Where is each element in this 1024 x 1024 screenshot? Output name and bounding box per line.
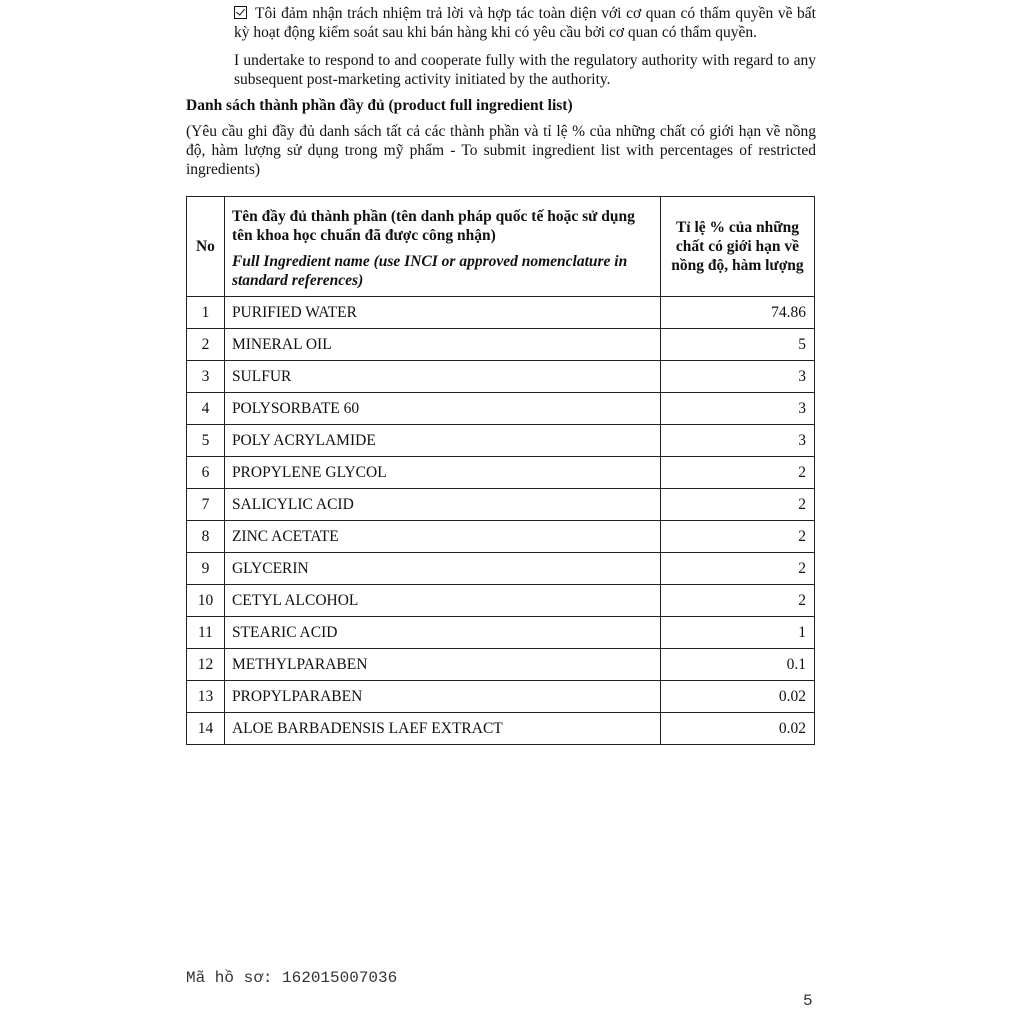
record-id: Mã hồ sơ: 162015007036: [186, 969, 398, 987]
table-row: [187, 681, 815, 713]
ingredient-rows: [187, 297, 815, 745]
ingredient-percentage: 5: [660, 329, 814, 361]
header-percentage: Tỉ lệ % của những chất có giới hạn về nồng độ, hàm lượng: [660, 197, 814, 297]
header-name-vi: Tên đầy đủ thành phần (tên danh pháp quốc tế hoặc sử dụng tên khoa học chuẩn đã được công nhận): [231, 208, 635, 244]
commitment-english: I undertake to respond to and cooperate fully with the regulatory authority with regard to any subsequent post-marketing activity initiated by the authority.: [234, 52, 816, 88]
table-row: [187, 649, 815, 681]
table-row: [187, 553, 815, 585]
ingredient-percentage: 2: [660, 521, 814, 553]
ingredient-number: 8: [187, 521, 225, 553]
table-row: [187, 521, 815, 553]
ingredient-percentage: 74.86: [660, 297, 814, 329]
table-row: [187, 361, 815, 393]
ingredient-number: 11: [187, 617, 225, 649]
ingredient-number: 12: [187, 649, 225, 681]
ingredient-percentage: 0.02: [660, 681, 814, 713]
ingredient-number: 6: [187, 457, 225, 489]
header-no: No: [187, 197, 225, 297]
ingredient-name: MINERAL OIL: [224, 329, 660, 361]
ingredient-name: SULFUR: [224, 361, 660, 393]
ingredient-name: PURIFIED WATER: [224, 297, 660, 329]
checked-checkbox-icon: [234, 6, 247, 19]
ingredient-percentage: 3: [660, 393, 814, 425]
header-name-en: Full Ingredient name (use INCI or approved nomenclature in standard references): [231, 253, 628, 289]
ingredient-percentage: 2: [660, 553, 814, 585]
ingredient-percentage: 2: [660, 457, 814, 489]
ingredient-name: POLYSORBATE 60: [224, 393, 660, 425]
ingredient-percentage: 1: [660, 617, 814, 649]
ingredient-percentage: 3: [660, 425, 814, 457]
table-row: [187, 393, 815, 425]
page-number: 5: [803, 992, 813, 1010]
ingredient-name: SALICYLIC ACID: [224, 489, 660, 521]
header-ingredient-name: [224, 197, 660, 297]
ingredient-number: 13: [187, 681, 225, 713]
ingredient-number: 5: [187, 425, 225, 457]
commitment-vi-text: Tôi đảm nhận trách nhiệm trả lời và hợp tác toàn diện với cơ quan có thẩm quyền về bất kỳ hoạt động kiểm soát sau khi bán hàng khi có yêu cầu bởi cơ quan có thẩm quyền.: [234, 5, 816, 41]
ingredient-number: 3: [187, 361, 225, 393]
ingredient-number: 10: [187, 585, 225, 617]
ingredient-name: CETYL ALCOHOL: [224, 585, 660, 617]
ingredient-name: GLYCERIN: [224, 553, 660, 585]
ingredient-name: ZINC ACETATE: [224, 521, 660, 553]
ingredient-name: PROPYLPARABEN: [224, 681, 660, 713]
ingredient-number: 4: [187, 393, 225, 425]
ingredient-percentage: 2: [660, 489, 814, 521]
ingredient-number: 14: [187, 713, 225, 745]
ingredient-percentage: 0.1: [660, 649, 814, 681]
commitment-vietnamese: [234, 4, 816, 42]
ingredient-number: 9: [187, 553, 225, 585]
table-row: [187, 713, 815, 745]
ingredient-number: 1: [187, 297, 225, 329]
ingredient-name: POLY ACRYLAMIDE: [224, 425, 660, 457]
ingredient-percentage: 3: [660, 361, 814, 393]
section-title: Danh sách thành phần đầy đủ (product full ingredient list): [186, 97, 573, 114]
table-row: [187, 489, 815, 521]
table-row: [187, 585, 815, 617]
table-row: [187, 297, 815, 329]
table-row: [187, 617, 815, 649]
table-header-row: [187, 197, 815, 297]
ingredient-table: [186, 196, 815, 745]
ingredient-number: 7: [187, 489, 225, 521]
table-row: [187, 425, 815, 457]
ingredient-name: METHYLPARABEN: [224, 649, 660, 681]
ingredient-name: ALOE BARBADENSIS LAEF EXTRACT: [224, 713, 660, 745]
ingredient-name: PROPYLENE GLYCOL: [224, 457, 660, 489]
ingredient-number: 2: [187, 329, 225, 361]
section-note: (Yêu cầu ghi đầy đủ danh sách tất cả các thành phần và tỉ lệ % của những chất có giới hạn về nồng độ, hàm lượng sử dụng trong mỹ phẩm - To submit ingredient list with percentages of restricted ingredients): [186, 123, 816, 178]
ingredient-name: STEARIC ACID: [224, 617, 660, 649]
table-row: [187, 329, 815, 361]
table-row: [187, 457, 815, 489]
ingredient-percentage: 0.02: [660, 713, 814, 745]
ingredient-percentage: 2: [660, 585, 814, 617]
